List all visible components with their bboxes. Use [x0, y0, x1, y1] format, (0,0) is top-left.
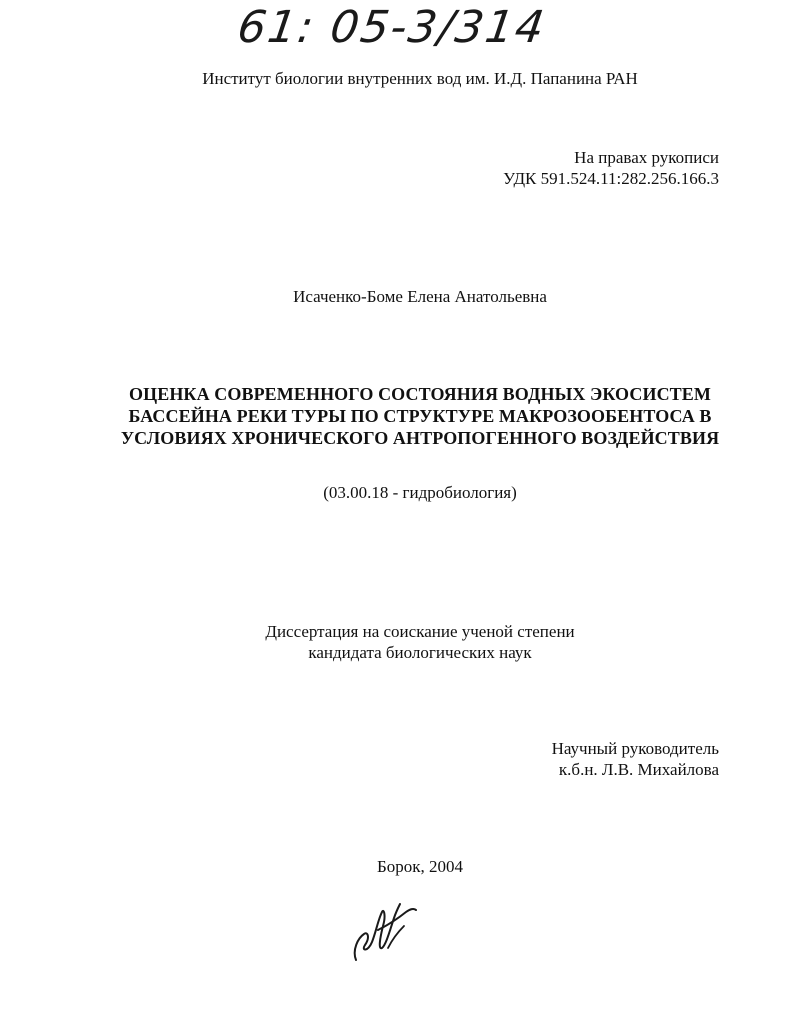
- signature-scribble-icon: [348, 890, 418, 965]
- institute-name: Институт биологии внутренних вод им. И.Д. Папанина РАН: [202, 69, 638, 88]
- degree-line-1: Диссертация на соискание ученой степени: [265, 622, 575, 641]
- degree-line-2: кандидата биологических наук: [308, 643, 532, 662]
- udc-code: УДК 591.524.11:282.256.166.3: [503, 169, 719, 188]
- title-line-2: БАССЕЙНА РЕКИ ТУРЫ ПО СТРУКТУРЕ МАКРОЗООБЕНТОСА В: [128, 406, 712, 426]
- place-and-year: Борок, 2004: [376, 857, 464, 876]
- specialty-code: (03.00.18 - гидробиология): [323, 483, 517, 502]
- rights-note: На правах рукописи: [574, 148, 719, 167]
- author-name: Исаченко-Боме Елена Анатольевна: [293, 287, 547, 306]
- supervisor-name: к.б.н. Л.В. Михайлова: [558, 760, 719, 779]
- title-line-1: ОЦЕНКА СОВРЕМЕННОГО СОСТОЯНИЯ ВОДНЫХ ЭКОСИСТЕМ: [129, 384, 711, 404]
- archive-number-handwritten: 61: 05-3/314: [234, 2, 550, 53]
- title-line-3: УСЛОВИЯХ ХРОНИЧЕСКОГО АНТРОПОГЕННОГО ВОЗДЕЙСТВИЯ: [120, 428, 720, 448]
- supervisor-label: Научный руководитель: [551, 739, 719, 758]
